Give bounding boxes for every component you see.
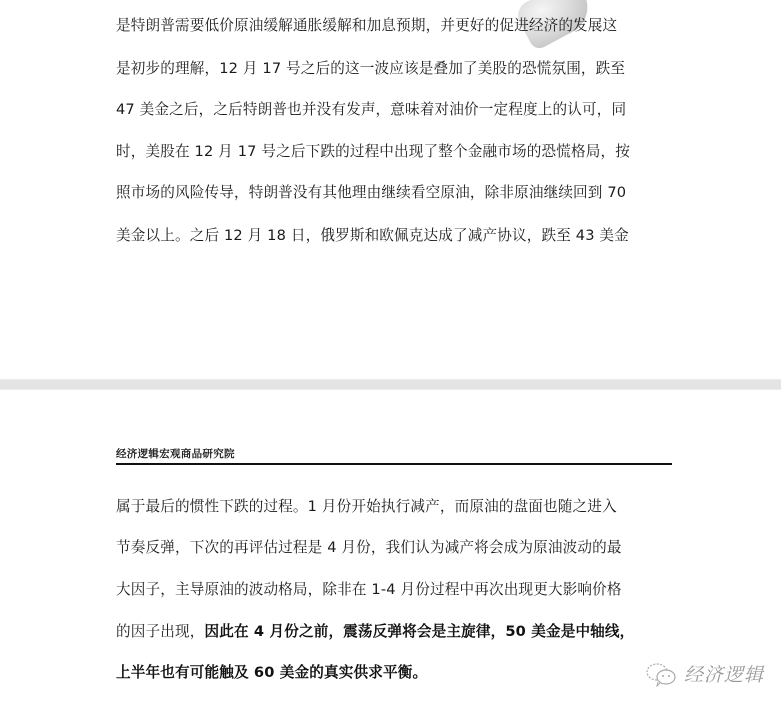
paragraph-line: 时，美股在 12 月 17 号之后下跌的过程中出现了整个金融市场的恐慌格局，按 <box>116 143 630 160</box>
paragraph-line: 美金以上。之后 12 月 18 日，俄罗斯和欧佩克达成了减产协议，跌至 43 美金 <box>116 227 629 244</box>
watermark <box>644 660 764 687</box>
bold-text: 因此在 4 月份之前，震荡反弹将会是主旋律，50 美金是中轴线， <box>204 623 635 640</box>
page-separator <box>0 379 781 390</box>
document-page-2 <box>0 390 781 709</box>
paragraph-line: 是初步的理解，12 月 17 号之后的这一波应该是叠加了美股的恐慌氛围，跌至 <box>116 60 626 77</box>
wechat-icon <box>644 661 678 687</box>
bold-text: 上半年也有可能触及 60 美金的真实供求平衡。 <box>116 664 428 681</box>
paragraph-line: 照市场的风险传导，特朗普没有其他理由继续看空原油，除非原油继续回到 70 <box>116 184 627 201</box>
normal-text: 的因子出现， <box>116 623 205 640</box>
paragraph-line <box>116 622 634 642</box>
paragraph-line <box>116 663 427 683</box>
paragraph-line: 大因子，主导原油的波动格局，除非在 1-4 月份过程中再次出现更大影响价格 <box>116 581 622 598</box>
header-rule <box>116 463 672 465</box>
paragraph-line: 是特朗普需要低价原油缓解通胀缓解和加息预期，并更好的促进经济的发展这 <box>116 17 618 34</box>
paragraph-line: 47 美金之后，之后特朗普也并没有发声，意味着对油价一定程度上的认可，同 <box>116 101 627 118</box>
paragraph-line: 节奏反弹，下次的再评估过程是 4 月份，我们认为减产将会成为原油波动的最 <box>116 539 622 556</box>
running-header: 经济逻辑宏观商品研究院 <box>116 448 235 460</box>
watermark-text: 经济逻辑 <box>684 664 765 686</box>
paragraph-line: 属于最后的惯性下跌的过程。1 月份开始执行减产，而原油的盘面也随之进入 <box>116 498 617 515</box>
